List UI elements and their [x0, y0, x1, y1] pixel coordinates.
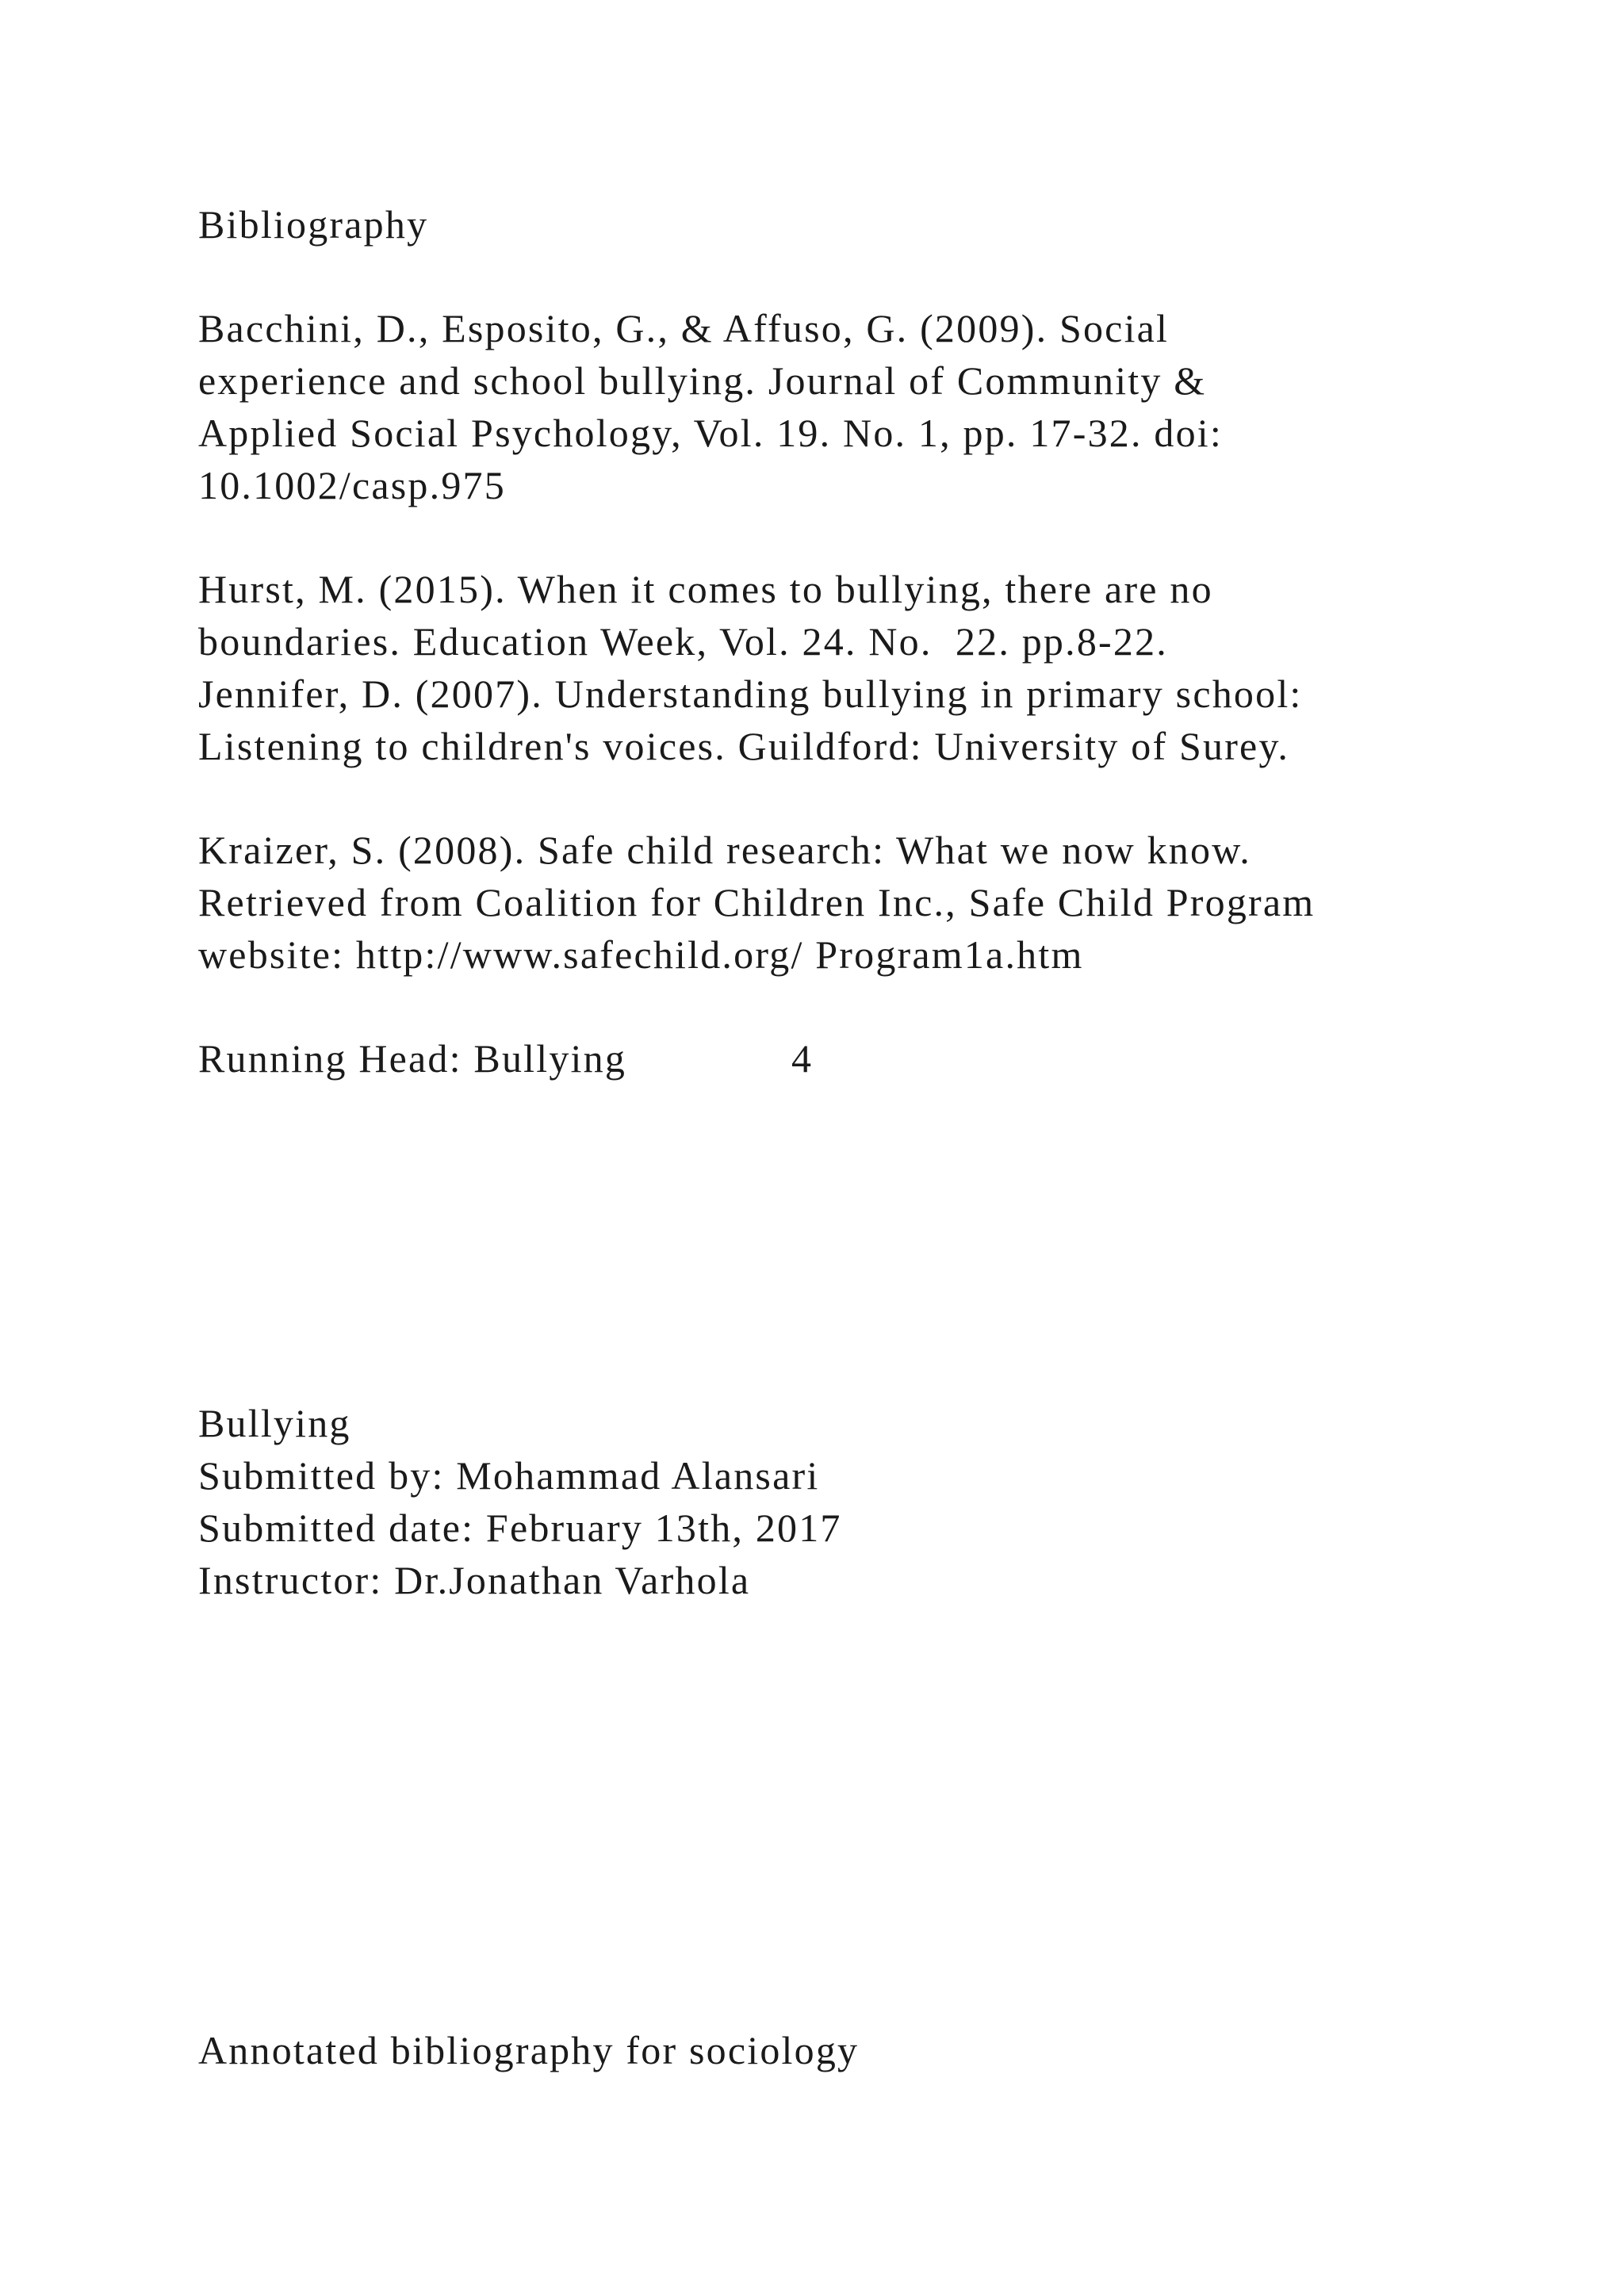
bib-entry-2-line-2: boundaries. Education Week, Vol. 24. No. 22. pp.8-22. — [198, 619, 1168, 664]
paper-title: Bullying — [198, 1401, 351, 1445]
running-head-label: Running Head: Bullying — [198, 1036, 627, 1081]
bibliography-heading: Bibliography — [198, 202, 429, 247]
bib-entry-1-line-3: Applied Social Psychology, Vol. 19. No. 1, pp. 17-32. doi: — [198, 411, 1223, 455]
submitted-date: Submitted date: February 13th, 2017 — [198, 1506, 842, 1550]
bib-entry-1-line-1: Bacchini, D., Esposito, G., & Affuso, G. (2009). Social — [198, 306, 1170, 350]
bib-entry-3-line-2: Retrieved from Coalition for Children Inc., Safe Child Program — [198, 880, 1316, 924]
bib-entry-3-line-3: website: http://www.safechild.org/ Program1a.htm — [198, 932, 1084, 977]
bib-entry-3-line-1: Kraizer, S. (2008). Safe child research: What we now know. — [198, 828, 1251, 872]
bib-entry-1-line-4: 10.1002/casp.975 — [198, 463, 506, 507]
footer-title: Annotated bibliography for sociology — [198, 2028, 860, 2072]
bib-entry-1-line-2: experience and school bullying. Journal of Community & — [198, 358, 1207, 403]
running-head-page-number: 4 — [791, 1036, 811, 1081]
bib-entry-2-line-4: Listening to children's voices. Guildford: University of Surey. — [198, 724, 1290, 768]
bib-entry-2-line-1: Hurst, M. (2015). When it comes to bullying, there are no — [198, 567, 1213, 611]
submitted-by: Submitted by: Mohammad Alansari — [198, 1453, 820, 1498]
instructor: Instructor: Dr.Jonathan Varhola — [198, 1558, 751, 1602]
bib-entry-2-line-3: Jennifer, D. (2007). Understanding bullying in primary school: — [198, 672, 1303, 716]
